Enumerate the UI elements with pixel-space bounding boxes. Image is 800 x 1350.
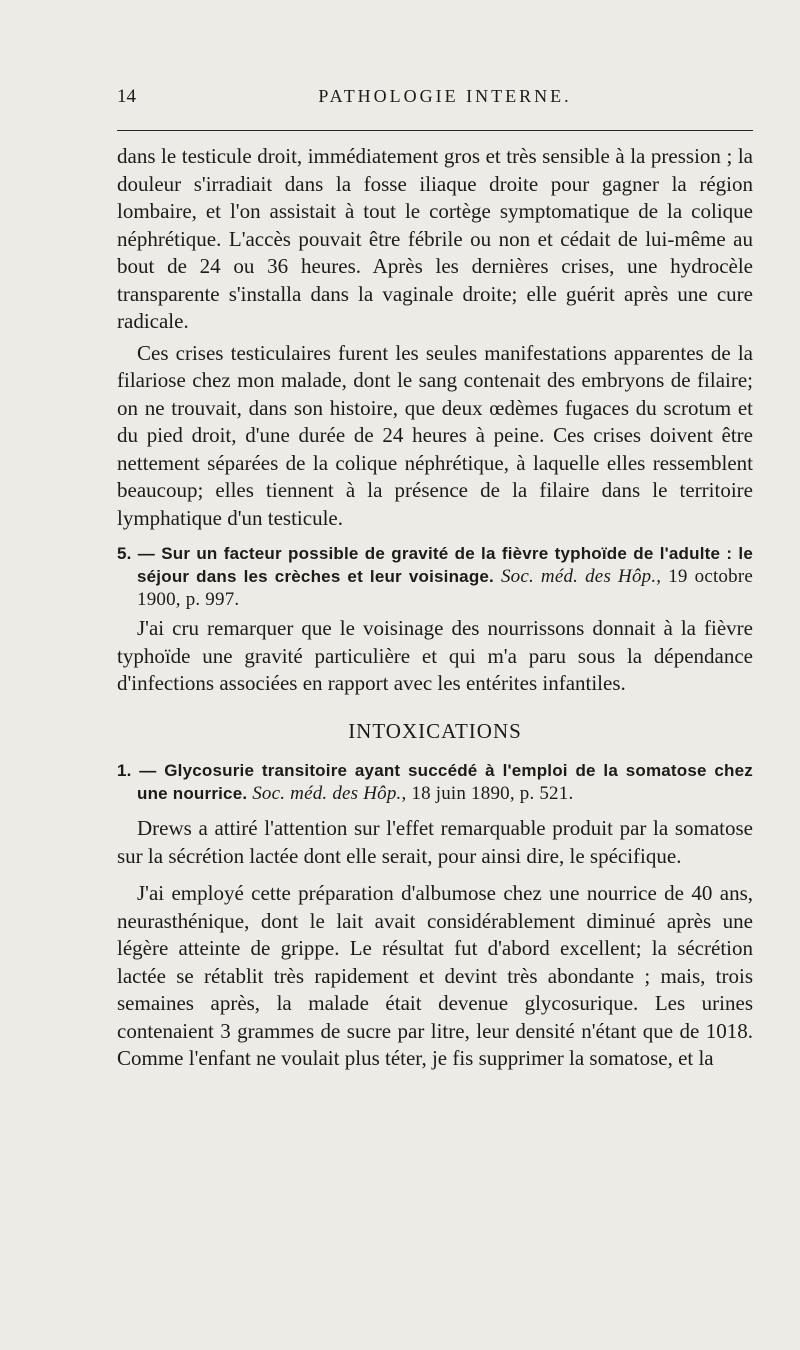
paragraph: Drews a attiré l'attention sur l'effet remarquable produit par la somatose sur la sécrétion lactée dont elle serait, pour ainsi dire, le spécifique. xyxy=(117,816,753,868)
page-number: 14 xyxy=(117,86,136,107)
journal-name: Soc. méd. des Hôp. xyxy=(500,566,657,587)
section-title: INTOXICATIONS xyxy=(348,718,522,743)
entry-details: , 18 juin 1890, p. 521. xyxy=(401,783,574,804)
running-title: PATHOLOGIE INTERNE. xyxy=(318,86,572,106)
entry-title: 5. — Sur un facteur possible de gravité de la fièvre typhoïde de l'adulte : le séjour dans les crèches et leur voisinage. xyxy=(117,544,753,586)
paragraph: Ces crises testiculaires furent les seules manifestations apparentes de la filariose chez mon malade, dont le sang contenait des embryons de filaire; on ne trouvait, dans son histoire, que deux œdèmes fugaces du scrotum et du pied droit, d'une durée de 24 heures à peine. Ces crises doivent être nettement séparées de la colique néphrétique, à laquelle elles ressemblent beaucoup; elles tiennent à la présence de la filaire dans le territoire lymphatique d'un testicule. xyxy=(117,340,753,530)
bibliography-entry-5 xyxy=(117,542,753,611)
paragraph-continued: dans le testicule droit, immédiatement gros et très sensible à la pression ; la douleur s'irradiait dans la fosse iliaque droite pour gagner la région lombaire, et l'on assistait à tout le cortège symptomatique de la colique néphrétique. L'accès pouvait être fébrile ou non et cédait de lui-même au bout de 24 ou 36 heures. Après les dernières crises, une hydrocèle transparente s'installa dans la vaginale droite; elle guérit après une cure radicale. xyxy=(117,144,753,333)
journal-name: Soc. méd. des Hôp. xyxy=(252,783,402,804)
page-body xyxy=(117,143,753,1073)
running-head xyxy=(117,86,753,116)
header-rule xyxy=(117,130,753,131)
entry-details: , 19 octobre 1900, p. 997. xyxy=(137,566,753,610)
entry-reference xyxy=(252,783,573,804)
paragraph: J'ai employé cette préparation d'albumose chez une nourrice de 40 ans, neurasthénique, dont le lait avait considérablement diminué après une légère atteinte de grippe. Le résultat fut d'abord excellent; la sécrétion lactée se rétablit très rapidement et devint très abondante ; mais, trois semaines après, la malade était devenue glycosurique. Les urines contenaient 3 grammes de sucre par litre, leur densité n'étant que de 1018. Comme l'enfant ne voulait plus téter, je fis supprimer la somatose, et la xyxy=(117,881,753,1070)
paragraph: J'ai cru remarquer que le voisinage des nourrissons donnait à la fièvre typhoïde une gravité particulière et qui m'a paru sous la dépendance d'infections associées en rapport avec les entérites infantiles. xyxy=(117,616,753,695)
bibliography-entry-1 xyxy=(117,759,753,805)
entry-title: 1. — Glycosurie transitoire ayant succédé à l'emploi de la somatose chez une nourrice. xyxy=(117,761,753,803)
